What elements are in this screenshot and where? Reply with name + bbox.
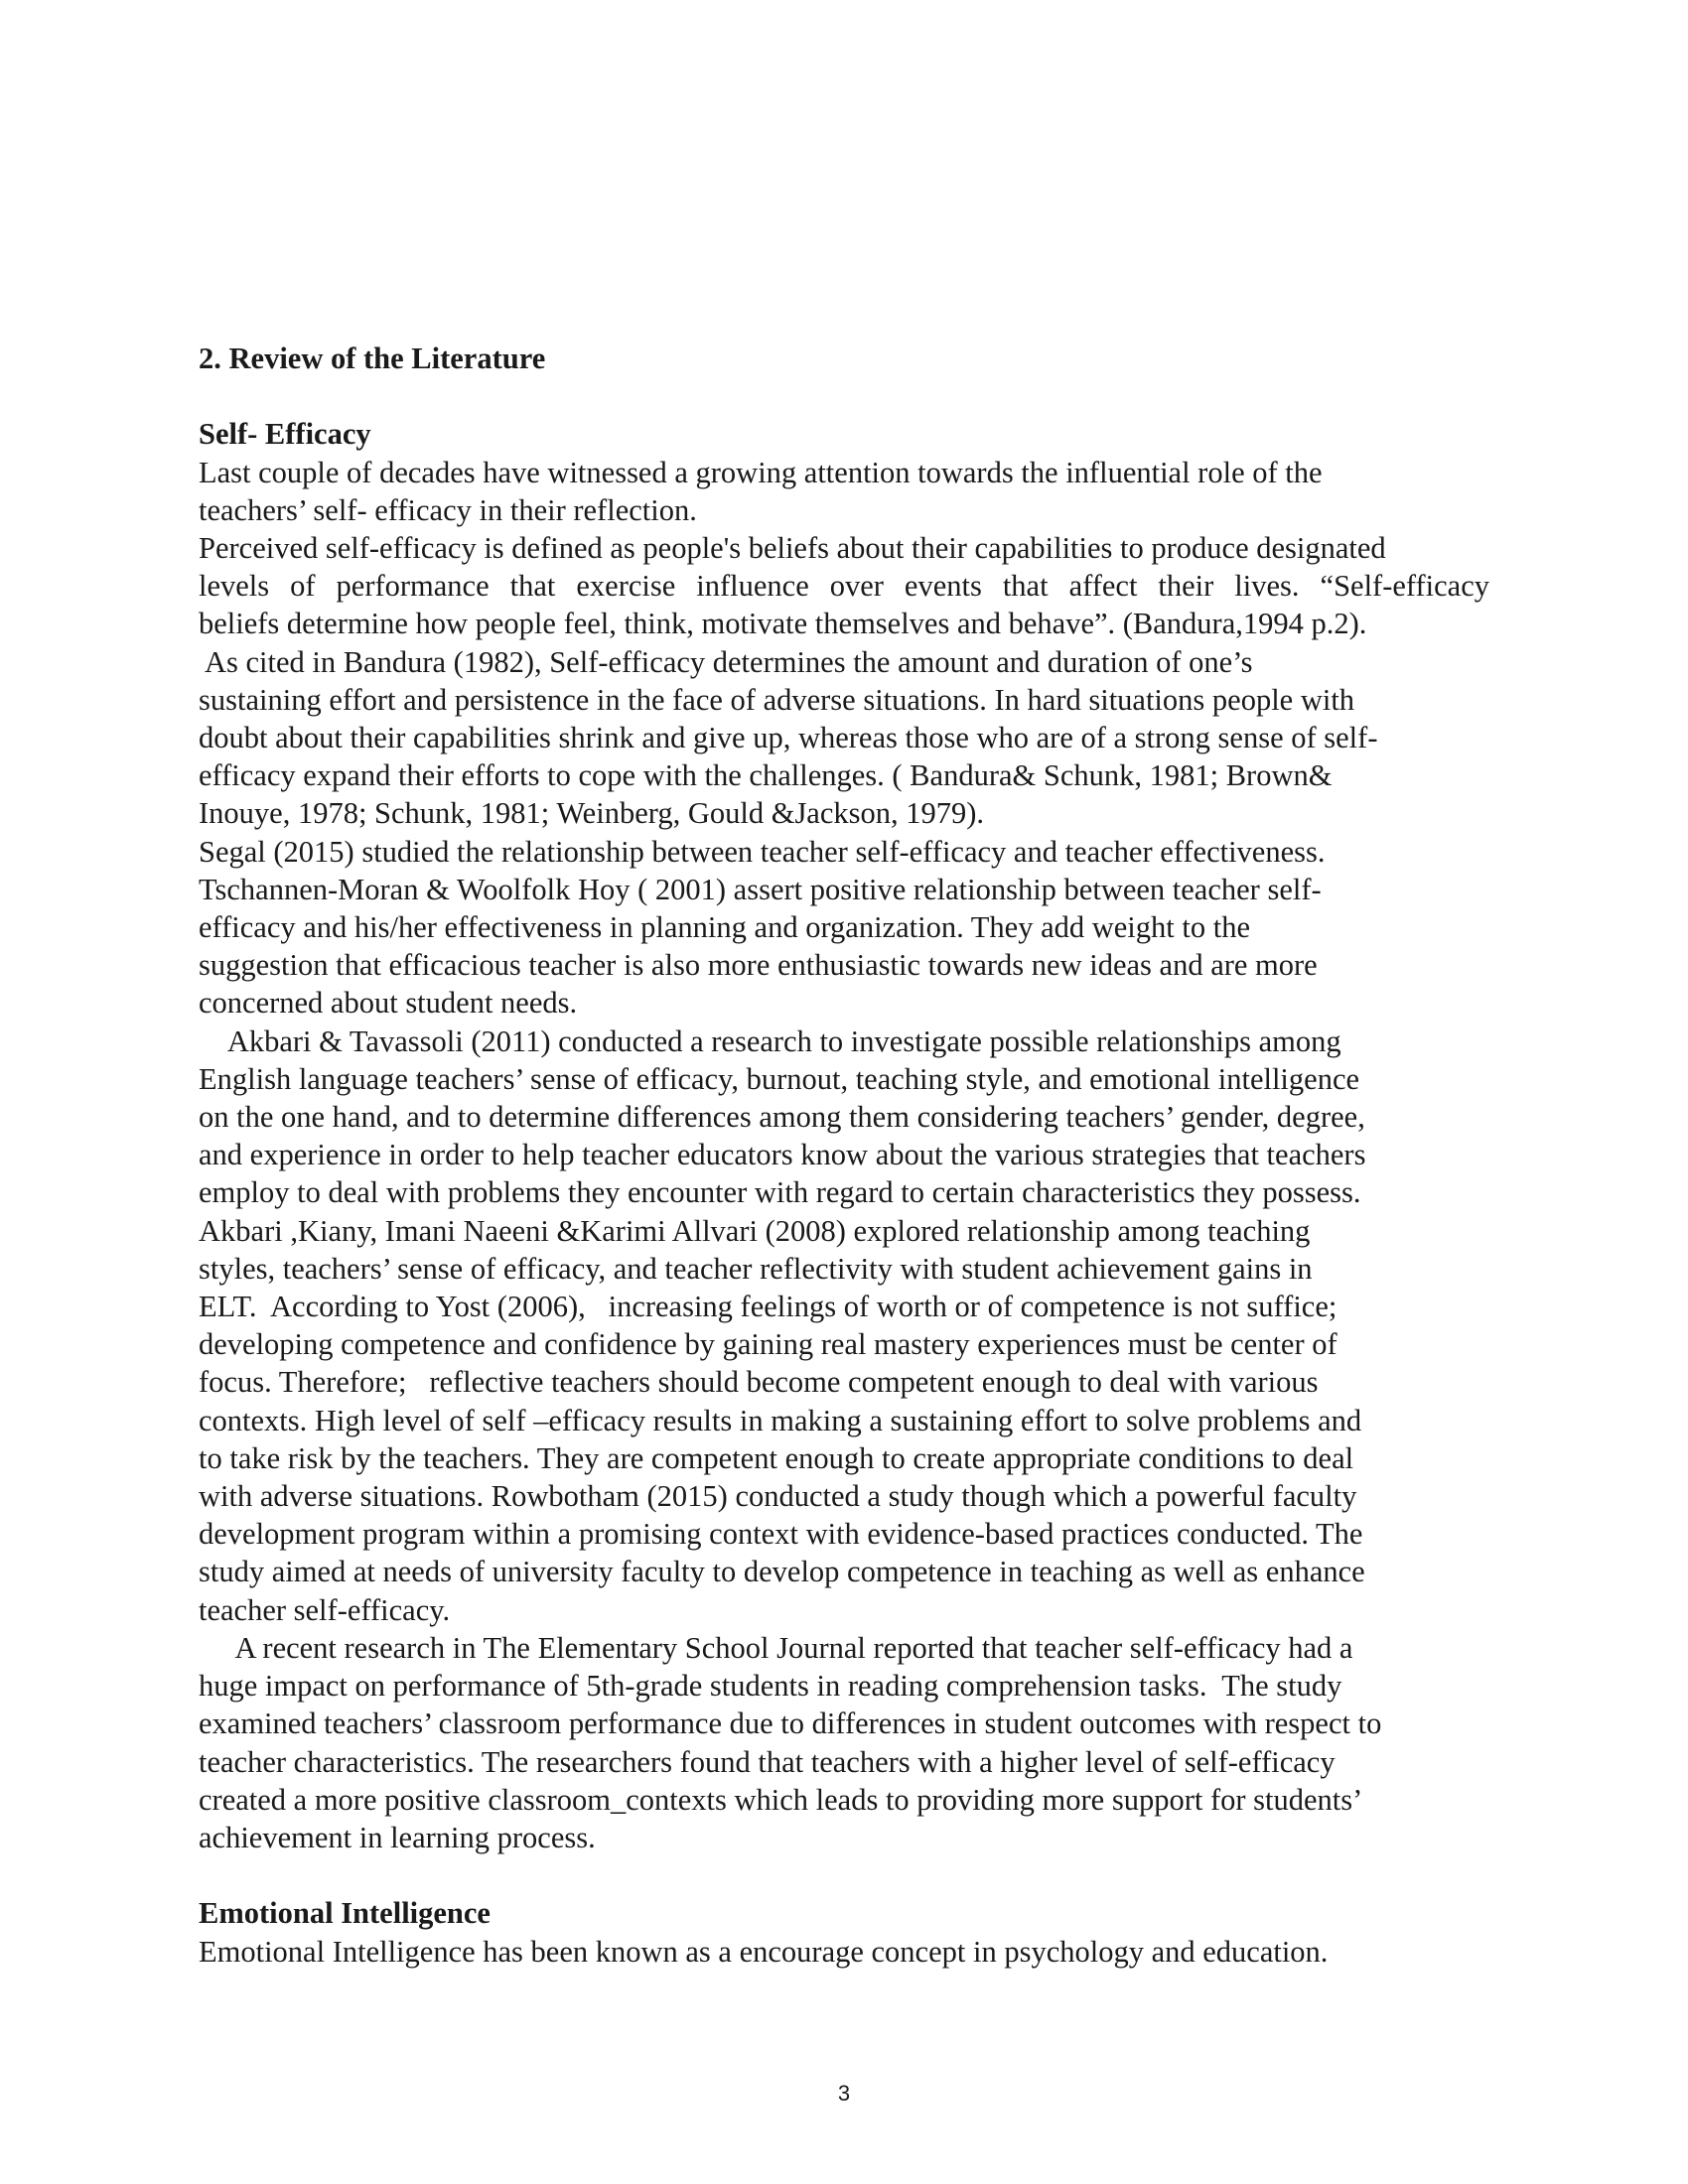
text-line: examined teachers’ classroom performance due to differences in student outcomes with respect to: [199, 1706, 1382, 1741]
text-line: created a more positive classroom_contexts which leads to providing more support for students’: [199, 1782, 1363, 1817]
text-line: As cited in Bandura (1982), Self-efficacy determines the amount and duration of one’s: [199, 644, 1253, 679]
text-line: efficacy expand their efforts to cope with the challenges. ( Bandura& Schunk, 1981; Brown&: [199, 758, 1333, 793]
text-line: ELT. According to Yost (2006), increasing feelings of worth or of competence is not suffice;: [199, 1290, 1337, 1324]
self-efficacy-body: [199, 454, 1489, 1857]
text-line: and experience in order to help teacher educators know about the various strategies that teachers: [199, 1138, 1366, 1172]
text-line: Emotional Intelligence has been known as a encourage concept in psychology and education.: [199, 1934, 1329, 1969]
text-line: Inouye, 1978; Schunk, 1981; Weinberg, Gould &Jackson, 1979).: [199, 796, 985, 831]
text-line: concerned about student needs.: [199, 986, 578, 1021]
text-line: developing competence and confidence by gaining real mastery experiences must be center of: [199, 1327, 1337, 1362]
spacer: [199, 1856, 1489, 1894]
text-line: Perceived self-efficacy is defined as people's beliefs about their capabilities to produce designated: [199, 531, 1386, 565]
text-line: achievement in learning process.: [199, 1820, 596, 1854]
text-line: huge impact on performance of 5th-grade students in reading comprehension tasks. The study: [199, 1669, 1342, 1704]
text-line: levels of performance that exercise influence over events that affect their lives. “Self-efficacy: [199, 569, 1489, 604]
text-line: Akbari & Tavassoli (2011) conducted a research to investigate possible relationships among: [199, 1024, 1341, 1058]
text-line: suggestion that efficacious teacher is also more enthusiastic towards new ideas and are more: [199, 948, 1318, 983]
subsection-title-emotional-intelligence: Emotional Intelligence: [199, 1896, 491, 1931]
spacer: [199, 377, 1489, 415]
text-line: teacher characteristics. The researchers found that teachers with a higher level of self-efficacy: [199, 1744, 1336, 1779]
section-title: 2. Review of the Literature: [199, 341, 546, 375]
text-line: study aimed at needs of university faculty to develop competence in teaching as well as enhance: [199, 1555, 1365, 1589]
text-line: English language teachers’ sense of efficacy, burnout, teaching style, and emotional intelligence: [199, 1061, 1360, 1096]
text-line: development program within a promising context with evidence-based practices conducted. The: [199, 1517, 1363, 1552]
text-line: styles, teachers’ sense of efficacy, and teacher reflectivity with student achievement gains in: [199, 1251, 1313, 1286]
text-line: sustaining effort and persistence in the face of adverse situations. In hard situations people with: [199, 682, 1355, 717]
text-line: efficacy and his/her effectiveness in planning and organization. They add weight to the: [199, 910, 1250, 945]
text-line: Segal (2015) studied the relationship between teacher self-efficacy and teacher effectiveness.: [199, 834, 1326, 869]
emotional-intelligence-body: [199, 1933, 1489, 1971]
subsection-title-self-efficacy: Self- Efficacy: [199, 417, 371, 452]
text-line: Akbari ,Kiany, Imani Naeeni &Karimi Allvari (2008) explored relationship among teaching: [199, 1213, 1311, 1248]
page-number: 3: [837, 2081, 851, 2106]
text-line: Last couple of decades have witnessed a growing attention towards the influential role of the: [199, 455, 1323, 489]
text-line: on the one hand, and to determine differences among them considering teachers’ gender, degree,: [199, 1100, 1365, 1135]
text-line: teacher self-efficacy.: [199, 1592, 451, 1627]
text-line: Tschannen-Moran & Woolfolk Hoy ( 2001) assert positive relationship between teacher self-: [199, 872, 1322, 906]
page-content: [199, 340, 1489, 1971]
text-line: with adverse situations. Rowbotham (2015) conducted a study though which a powerful faculty: [199, 1479, 1357, 1514]
text-line: focus. Therefore; reflective teachers should become competent enough to deal with various: [199, 1365, 1319, 1400]
text-line: to take risk by the teachers. They are competent enough to create appropriate conditions to deal: [199, 1440, 1354, 1475]
text-line: contexts. High level of self –efficacy results in making a sustaining effort to solve problems and: [199, 1403, 1362, 1437]
text-line: employ to deal with problems they encounter with regard to certain characteristics they possess.: [199, 1175, 1361, 1210]
text-line: beliefs determine how people feel, think, motivate themselves and behave”. (Bandura,1994 p.2).: [199, 607, 1367, 641]
text-line: teachers’ self- efficacy in their reflection.: [199, 492, 697, 527]
text-line: A recent research in The Elementary School Journal reported that teacher self-efficacy had a: [199, 1630, 1353, 1665]
text-line: doubt about their capabilities shrink and give up, whereas those who are of a strong sense of self-: [199, 721, 1378, 755]
